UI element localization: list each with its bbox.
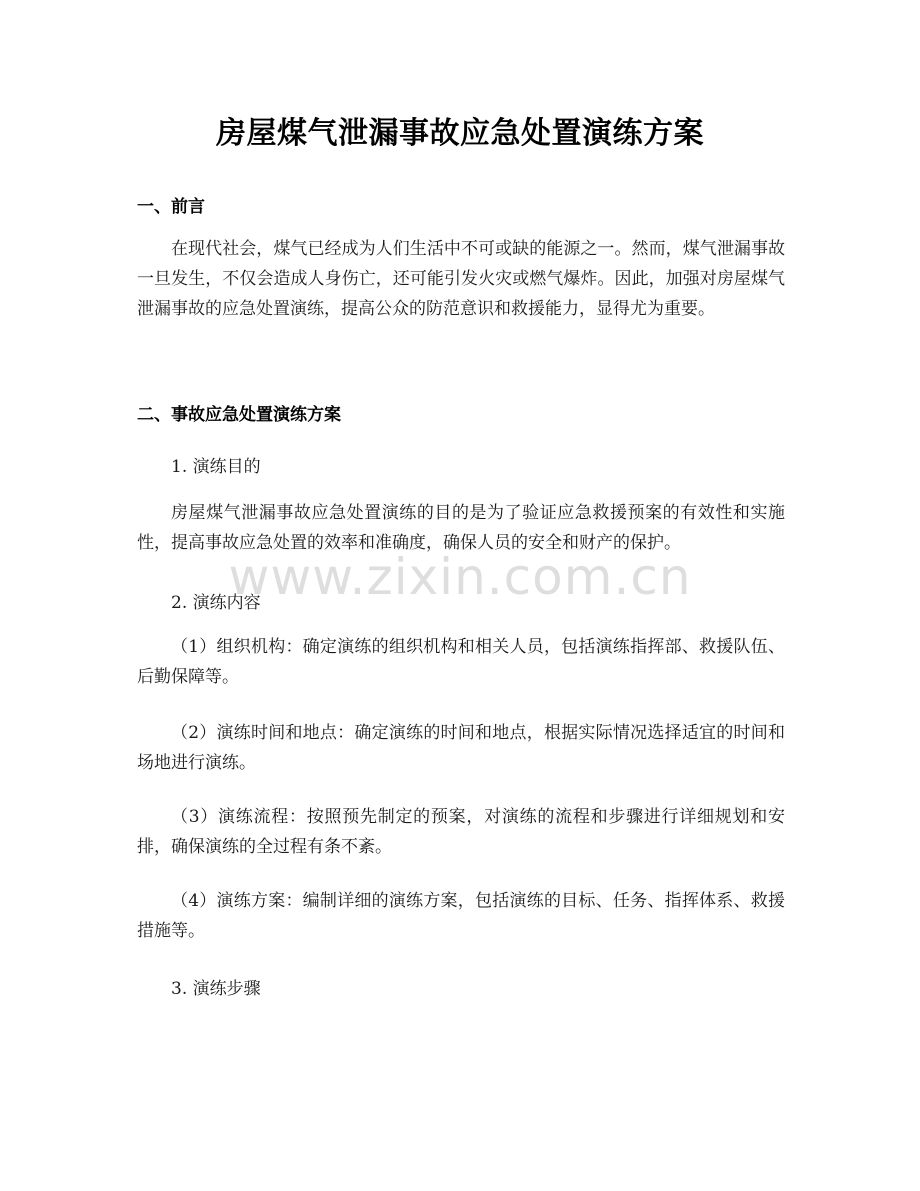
content-item-1: （1）组织机构：确定演练的组织机构和相关人员，包括演练指挥部、救援队伍、后勤保障等。	[137, 637, 785, 687]
subheading-content: 2. 演练内容	[171, 593, 261, 613]
preface-paragraph: 在现代社会，煤气已经成为人们生活中不可或缺的能源之一。然而，煤气泄漏事故一旦发生，不仅会造成人身伤亡，还可能引发火灾或燃气爆炸。因此，加强对房屋煤气泄漏事故的应急处置演练，提高公众的防范意识和救援能力，显得尤为重要。	[137, 239, 785, 319]
content-item-3: （3）演练流程：按照预先制定的预案，对演练的流程和步骤进行详细规划和安排，确保演练的全过程有条不紊。	[137, 807, 785, 857]
document-title: 房屋煤气泄漏事故应急处置演练方案	[216, 116, 704, 151]
content-item-4: （4）演练方案：编制详细的演练方案，包括演练的目标、任务、指挥体系、救援措施等。	[137, 891, 785, 941]
content-item-2: （2）演练时间和地点：确定演练的时间和地点，根据实际情况选择适宜的时间和场地进行演练。	[137, 723, 785, 773]
watermark-text: www.zixin.com.cn	[228, 548, 692, 606]
subheading-steps: 3. 演练步骤	[171, 979, 261, 999]
section-heading-preface: 一、前言	[137, 197, 205, 217]
subheading-purpose: 1. 演练目的	[171, 457, 261, 477]
purpose-paragraph: 房屋煤气泄漏事故应急处置演练的目的是为了验证应急救援预案的有效性和实施性，提高事故应急处置的效率和准确度，确保人员的安全和财产的保护。	[137, 503, 785, 553]
section-heading-plan: 二、事故应急处置演练方案	[137, 405, 341, 425]
